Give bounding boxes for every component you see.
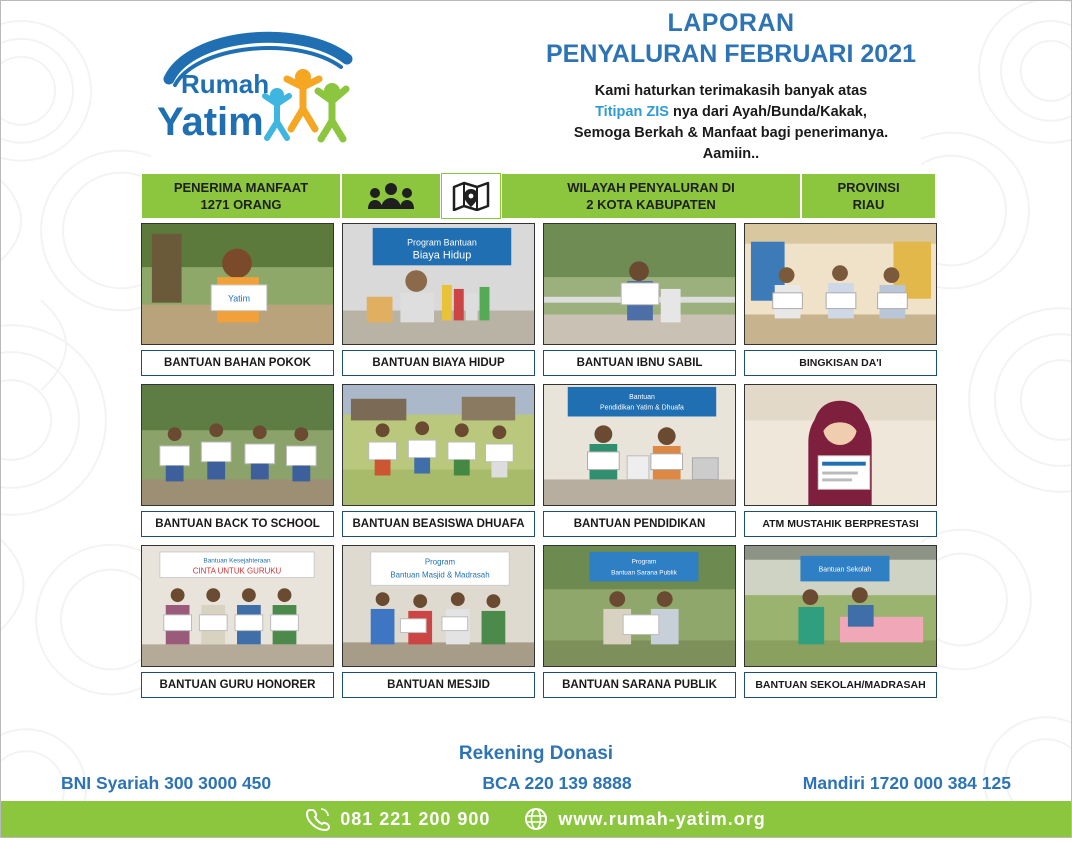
footer-website-url: www.rumah-yatim.org — [558, 808, 766, 829]
photo-caption: ATM MUSTAHIK BERPRESTASI — [744, 511, 937, 537]
page-subtitle: PENYALURAN FEBRUARI 2021 — [546, 40, 916, 68]
photo-caption: BANTUAN BIAYA HIDUP — [342, 350, 535, 376]
svg-text:Program: Program — [631, 558, 657, 566]
photo-bantuan-beasiswa-dhuafa — [342, 384, 535, 506]
svg-text:Bantuan: Bantuan — [629, 393, 655, 401]
svg-text:Program Bantuan: Program Bantuan — [407, 237, 477, 248]
photo-bingkisan-dai — [744, 223, 937, 345]
photo-bantuan-back-to-school — [141, 384, 334, 506]
penerima-manfaat-cell — [141, 173, 341, 219]
photo-caption: BANTUAN PENDIDIKAN — [543, 511, 736, 537]
photo-bantuan-sarana-publik — [543, 545, 736, 667]
photo-caption: BANTUAN MESJID — [342, 672, 535, 698]
wilayah-penyaluran-cell — [501, 173, 801, 219]
photo-bantuan-mesjid — [342, 545, 535, 667]
photo-atm-mustahik-berprestasi — [744, 384, 937, 506]
thanks-message — [411, 81, 1051, 165]
map-location-icon — [441, 173, 501, 219]
rumah-yatim-logo — [151, 19, 371, 159]
photo-grid — [141, 223, 936, 698]
svg-text:Yatim: Yatim — [157, 100, 264, 144]
photo-row — [141, 384, 936, 537]
donation-accounts — [61, 773, 1011, 794]
photo-caption: BANTUAN GURU HONORER — [141, 672, 334, 698]
photo-caption: BINGKISAN DA'I — [744, 350, 937, 376]
photo-bantuan-sekolah-madrasah — [744, 545, 937, 667]
globe-icon — [524, 807, 548, 831]
photo-cell — [141, 384, 334, 537]
photo-cell — [342, 223, 535, 376]
page-title: LAPORAN — [667, 9, 795, 37]
svg-text:Program: Program — [424, 557, 456, 567]
photo-bantuan-ibnu-sabil — [543, 223, 736, 345]
thanks-line-1: Kami haturkan terimakasih banyak atas — [594, 83, 868, 99]
photo-cell — [744, 223, 937, 376]
footer-website[interactable] — [524, 807, 765, 831]
svg-text:Bantuan Sekolah: Bantuan Sekolah — [818, 566, 872, 574]
footer-phone-number: 081 221 200 900 — [340, 808, 491, 829]
titipan-zis-highlight: Titipan ZIS — [595, 104, 669, 120]
penerima-manfaat-value: 1271 ORANG — [200, 197, 282, 212]
svg-text:Bantuan Masjid & Madrasah: Bantuan Masjid & Madrasah — [390, 570, 490, 580]
photo-caption: BANTUAN IBNU SABIL — [543, 350, 736, 376]
photo-row — [141, 223, 936, 376]
provinsi-label: PROVINSI — [837, 180, 900, 195]
photo-caption: BANTUAN SEKOLAH/MADRASAH — [744, 672, 937, 698]
thanks-line-3: Semoga Berkah & Manfaat bagi penerimanya. — [573, 125, 889, 141]
title-block — [411, 9, 1051, 165]
wilayah-label: WILAYAH PENYALURAN DI — [567, 180, 735, 195]
svg-text:Bantuan Sarana Publik: Bantuan Sarana Publik — [611, 569, 677, 577]
photo-bantuan-guru-honorer — [141, 545, 334, 667]
svg-text:Yatim: Yatim — [227, 293, 251, 304]
photo-cell — [141, 223, 334, 376]
provinsi-value: RIAU — [852, 197, 885, 212]
photo-cell — [543, 223, 736, 376]
svg-text:Biaya Hidup: Biaya Hidup — [412, 249, 472, 262]
donation-account-mandiri: Mandiri 1720 000 384 125 — [802, 773, 1011, 793]
document-header — [1, 1, 1071, 169]
photo-cell — [744, 545, 937, 698]
photo-cell — [543, 545, 736, 698]
photo-cell — [141, 545, 334, 698]
photo-bantuan-biaya-hidup — [342, 223, 535, 345]
photo-caption: BANTUAN BEASISWA DHUAFA — [342, 511, 535, 537]
photo-caption: BANTUAN BAHAN POKOK — [141, 350, 334, 376]
thanks-line-2 — [411, 102, 1051, 123]
photo-caption: BANTUAN BACK TO SCHOOL — [141, 511, 334, 537]
svg-text:CINTA UNTUK GURUKU: CINTA UNTUK GURUKU — [192, 566, 282, 576]
photo-row — [141, 545, 936, 698]
photo-cell — [543, 384, 736, 537]
summary-infobar — [141, 173, 936, 219]
photo-cell — [342, 545, 535, 698]
wilayah-value: 2 KOTA KABUPATEN — [586, 197, 716, 212]
donation-title: Rekening Donasi — [458, 743, 614, 764]
donation-account-bni: BNI Syariah 300 3000 450 — [61, 773, 272, 793]
contact-footer — [1, 801, 1071, 837]
people-icon — [341, 173, 441, 219]
svg-text:Rumah: Rumah — [181, 69, 270, 99]
thanks-line-4: Aamiin.. — [702, 146, 760, 162]
thanks-line-2-rest: nya dari Ayah/Bunda/Kakak, — [668, 104, 867, 120]
photo-bantuan-pendidikan — [543, 384, 736, 506]
footer-phone — [306, 807, 490, 831]
provinsi-cell — [801, 173, 936, 219]
photo-cell — [744, 384, 937, 537]
photo-bantuan-bahan-pokok — [141, 223, 334, 345]
svg-text:Pendidikan Yatim & Dhuafa: Pendidikan Yatim & Dhuafa — [600, 404, 684, 412]
donation-account-bca: BCA 220 139 8888 — [482, 773, 632, 793]
photo-caption: BANTUAN SARANA PUBLIK — [543, 672, 736, 698]
penerima-manfaat-label: PENERIMA MANFAAT — [173, 180, 309, 195]
phone-icon — [306, 807, 330, 831]
svg-text:Bantuan Kesejahteraan: Bantuan Kesejahteraan — [203, 557, 271, 565]
photo-cell — [342, 384, 535, 537]
